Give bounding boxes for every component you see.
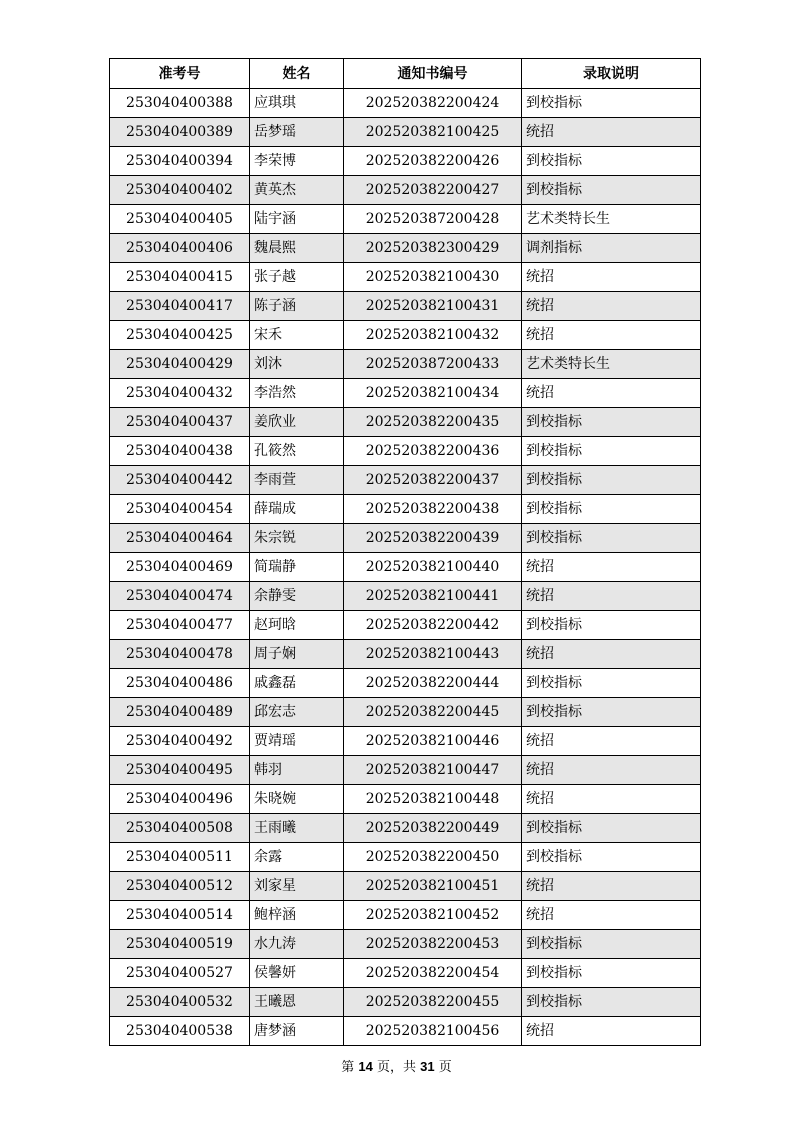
name-cell: 戚鑫磊 xyxy=(250,669,344,698)
table-row xyxy=(110,234,701,263)
admission-note-cell: 到校指标 xyxy=(522,147,701,176)
exam-id-cell: 253040400432 xyxy=(110,379,250,408)
admission-note-cell: 到校指标 xyxy=(522,988,701,1017)
exam-id-cell: 253040400496 xyxy=(110,785,250,814)
exam-id-cell: 253040400464 xyxy=(110,524,250,553)
table-row xyxy=(110,988,701,1017)
table-row xyxy=(110,495,701,524)
table-row xyxy=(110,379,701,408)
header-exam-id: 准考号 xyxy=(110,59,250,89)
name-cell: 简瑞静 xyxy=(250,553,344,582)
admission-note-cell: 统招 xyxy=(522,1017,701,1046)
notice-no-cell: 202520382100448 xyxy=(344,785,522,814)
exam-id-cell: 253040400394 xyxy=(110,147,250,176)
admission-note-cell: 统招 xyxy=(522,582,701,611)
table-row xyxy=(110,466,701,495)
name-cell: 周子娴 xyxy=(250,640,344,669)
footer-suffix: 页 xyxy=(434,1060,452,1075)
exam-id-cell: 253040400454 xyxy=(110,495,250,524)
name-cell: 余露 xyxy=(250,843,344,872)
notice-no-cell: 202520382200444 xyxy=(344,669,522,698)
notice-no-cell: 202520387200428 xyxy=(344,205,522,234)
table-row xyxy=(110,321,701,350)
admission-roster xyxy=(109,58,700,1046)
name-cell: 李雨萱 xyxy=(250,466,344,495)
table-row xyxy=(110,553,701,582)
notice-no-cell: 202520382100456 xyxy=(344,1017,522,1046)
table-row xyxy=(110,1017,701,1046)
table-row xyxy=(110,437,701,466)
notice-no-cell: 202520382200438 xyxy=(344,495,522,524)
admission-note-cell: 到校指标 xyxy=(522,524,701,553)
name-cell: 唐梦涵 xyxy=(250,1017,344,1046)
table-row xyxy=(110,263,701,292)
exam-id-cell: 253040400402 xyxy=(110,176,250,205)
notice-no-cell: 202520382200450 xyxy=(344,843,522,872)
name-cell: 水九涛 xyxy=(250,930,344,959)
exam-id-cell: 253040400442 xyxy=(110,466,250,495)
exam-id-cell: 253040400415 xyxy=(110,263,250,292)
footer-middle: 页，共 xyxy=(372,1060,421,1075)
admission-note-cell: 到校指标 xyxy=(522,930,701,959)
name-cell: 孔筱然 xyxy=(250,437,344,466)
name-cell: 应琪琪 xyxy=(250,89,344,118)
name-cell: 韩羽 xyxy=(250,756,344,785)
notice-no-cell: 202520382100434 xyxy=(344,379,522,408)
exam-id-cell: 253040400527 xyxy=(110,959,250,988)
notice-no-cell: 202520382200426 xyxy=(344,147,522,176)
exam-id-cell: 253040400389 xyxy=(110,118,250,147)
notice-no-cell: 202520382200437 xyxy=(344,466,522,495)
roster-table xyxy=(109,58,701,1046)
name-cell: 刘家星 xyxy=(250,872,344,901)
notice-no-cell: 202520382100425 xyxy=(344,118,522,147)
name-cell: 魏晨熙 xyxy=(250,234,344,263)
notice-no-cell: 202520382200454 xyxy=(344,959,522,988)
table-row xyxy=(110,118,701,147)
table-row xyxy=(110,408,701,437)
notice-no-cell: 202520382300429 xyxy=(344,234,522,263)
table-row xyxy=(110,930,701,959)
notice-no-cell: 202520382100432 xyxy=(344,321,522,350)
admission-note-cell: 调剂指标 xyxy=(522,234,701,263)
notice-no-cell: 202520382200442 xyxy=(344,611,522,640)
admission-note-cell: 到校指标 xyxy=(522,176,701,205)
admission-note-cell: 统招 xyxy=(522,901,701,930)
notice-no-cell: 202520382200435 xyxy=(344,408,522,437)
header-name: 姓名 xyxy=(250,59,344,89)
notice-no-cell: 202520382100431 xyxy=(344,292,522,321)
notice-no-cell: 202520382100441 xyxy=(344,582,522,611)
notice-no-cell: 202520382100451 xyxy=(344,872,522,901)
header-admission-note: 录取说明 xyxy=(522,59,701,89)
name-cell: 陈子涵 xyxy=(250,292,344,321)
admission-note-cell: 到校指标 xyxy=(522,466,701,495)
admission-note-cell: 到校指标 xyxy=(522,89,701,118)
name-cell: 刘沐 xyxy=(250,350,344,379)
table-row xyxy=(110,959,701,988)
table-row xyxy=(110,843,701,872)
admission-note-cell: 到校指标 xyxy=(522,408,701,437)
exam-id-cell: 253040400538 xyxy=(110,1017,250,1046)
admission-note-cell: 到校指标 xyxy=(522,698,701,727)
notice-no-cell: 202520382200439 xyxy=(344,524,522,553)
admission-note-cell: 统招 xyxy=(522,640,701,669)
table-row xyxy=(110,582,701,611)
name-cell: 王曦恩 xyxy=(250,988,344,1017)
table-row xyxy=(110,756,701,785)
name-cell: 朱晓婉 xyxy=(250,785,344,814)
exam-id-cell: 253040400489 xyxy=(110,698,250,727)
table-row xyxy=(110,350,701,379)
admission-note-cell: 统招 xyxy=(522,727,701,756)
notice-no-cell: 202520382200436 xyxy=(344,437,522,466)
name-cell: 朱宗锐 xyxy=(250,524,344,553)
notice-no-cell: 202520382100446 xyxy=(344,727,522,756)
table-row xyxy=(110,872,701,901)
notice-no-cell: 202520382100440 xyxy=(344,553,522,582)
exam-id-cell: 253040400532 xyxy=(110,988,250,1017)
admission-note-cell: 到校指标 xyxy=(522,611,701,640)
notice-no-cell: 202520382200424 xyxy=(344,89,522,118)
admission-note-cell: 艺术类特长生 xyxy=(522,350,701,379)
table-row xyxy=(110,611,701,640)
exam-id-cell: 253040400511 xyxy=(110,843,250,872)
exam-id-cell: 253040400486 xyxy=(110,669,250,698)
exam-id-cell: 253040400429 xyxy=(110,350,250,379)
table-row xyxy=(110,176,701,205)
footer-prefix: 第 xyxy=(341,1060,359,1075)
exam-id-cell: 253040400425 xyxy=(110,321,250,350)
exam-id-cell: 253040400417 xyxy=(110,292,250,321)
exam-id-cell: 253040400519 xyxy=(110,930,250,959)
admission-note-cell: 统招 xyxy=(522,292,701,321)
exam-id-cell: 253040400388 xyxy=(110,89,250,118)
exam-id-cell: 253040400514 xyxy=(110,901,250,930)
table-row xyxy=(110,814,701,843)
table-row xyxy=(110,901,701,930)
table-row xyxy=(110,640,701,669)
exam-id-cell: 253040400469 xyxy=(110,553,250,582)
name-cell: 岳梦瑶 xyxy=(250,118,344,147)
admission-note-cell: 统招 xyxy=(522,321,701,350)
admission-note-cell: 统招 xyxy=(522,756,701,785)
admission-note-cell: 统招 xyxy=(522,263,701,292)
page-footer xyxy=(0,1056,793,1075)
name-cell: 王雨曦 xyxy=(250,814,344,843)
notice-no-cell: 202520382200427 xyxy=(344,176,522,205)
current-page-number: 14 xyxy=(358,1059,373,1074)
table-row xyxy=(110,89,701,118)
admission-note-cell: 到校指标 xyxy=(522,843,701,872)
name-cell: 侯馨妍 xyxy=(250,959,344,988)
exam-id-cell: 253040400406 xyxy=(110,234,250,263)
name-cell: 黄英杰 xyxy=(250,176,344,205)
table-body xyxy=(110,89,701,1046)
table-row xyxy=(110,785,701,814)
exam-id-cell: 253040400508 xyxy=(110,814,250,843)
admission-note-cell: 到校指标 xyxy=(522,437,701,466)
admission-note-cell: 到校指标 xyxy=(522,495,701,524)
admission-note-cell: 统招 xyxy=(522,553,701,582)
table-row xyxy=(110,292,701,321)
name-cell: 李荣博 xyxy=(250,147,344,176)
table-row xyxy=(110,147,701,176)
notice-no-cell: 202520382200455 xyxy=(344,988,522,1017)
notice-no-cell: 202520382100430 xyxy=(344,263,522,292)
table-row xyxy=(110,205,701,234)
admission-note-cell: 到校指标 xyxy=(522,669,701,698)
table-row xyxy=(110,727,701,756)
name-cell: 姜欣业 xyxy=(250,408,344,437)
header-row xyxy=(110,59,701,89)
name-cell: 薛瑞成 xyxy=(250,495,344,524)
table-row xyxy=(110,669,701,698)
notice-no-cell: 202520382200445 xyxy=(344,698,522,727)
admission-note-cell: 统招 xyxy=(522,118,701,147)
table-row xyxy=(110,524,701,553)
exam-id-cell: 253040400405 xyxy=(110,205,250,234)
name-cell: 陆宇涵 xyxy=(250,205,344,234)
exam-id-cell: 253040400477 xyxy=(110,611,250,640)
header-notice-no: 通知书编号 xyxy=(344,59,522,89)
notice-no-cell: 202520382100443 xyxy=(344,640,522,669)
name-cell: 鲍梓涵 xyxy=(250,901,344,930)
name-cell: 宋禾 xyxy=(250,321,344,350)
name-cell: 李浩然 xyxy=(250,379,344,408)
name-cell: 贾靖瑶 xyxy=(250,727,344,756)
admission-note-cell: 统招 xyxy=(522,379,701,408)
name-cell: 赵珂晗 xyxy=(250,611,344,640)
admission-note-cell: 到校指标 xyxy=(522,814,701,843)
admission-note-cell: 统招 xyxy=(522,872,701,901)
total-page-count: 31 xyxy=(420,1059,435,1074)
exam-id-cell: 253040400438 xyxy=(110,437,250,466)
table-row xyxy=(110,698,701,727)
notice-no-cell: 202520382100452 xyxy=(344,901,522,930)
exam-id-cell: 253040400437 xyxy=(110,408,250,437)
name-cell: 邱宏志 xyxy=(250,698,344,727)
exam-id-cell: 253040400474 xyxy=(110,582,250,611)
notice-no-cell: 202520382100447 xyxy=(344,756,522,785)
notice-no-cell: 202520382200453 xyxy=(344,930,522,959)
admission-note-cell: 到校指标 xyxy=(522,959,701,988)
exam-id-cell: 253040400495 xyxy=(110,756,250,785)
name-cell: 余静雯 xyxy=(250,582,344,611)
notice-no-cell: 202520382200449 xyxy=(344,814,522,843)
name-cell: 张子越 xyxy=(250,263,344,292)
admission-note-cell: 统招 xyxy=(522,785,701,814)
exam-id-cell: 253040400492 xyxy=(110,727,250,756)
exam-id-cell: 253040400478 xyxy=(110,640,250,669)
admission-note-cell: 艺术类特长生 xyxy=(522,205,701,234)
exam-id-cell: 253040400512 xyxy=(110,872,250,901)
notice-no-cell: 202520387200433 xyxy=(344,350,522,379)
